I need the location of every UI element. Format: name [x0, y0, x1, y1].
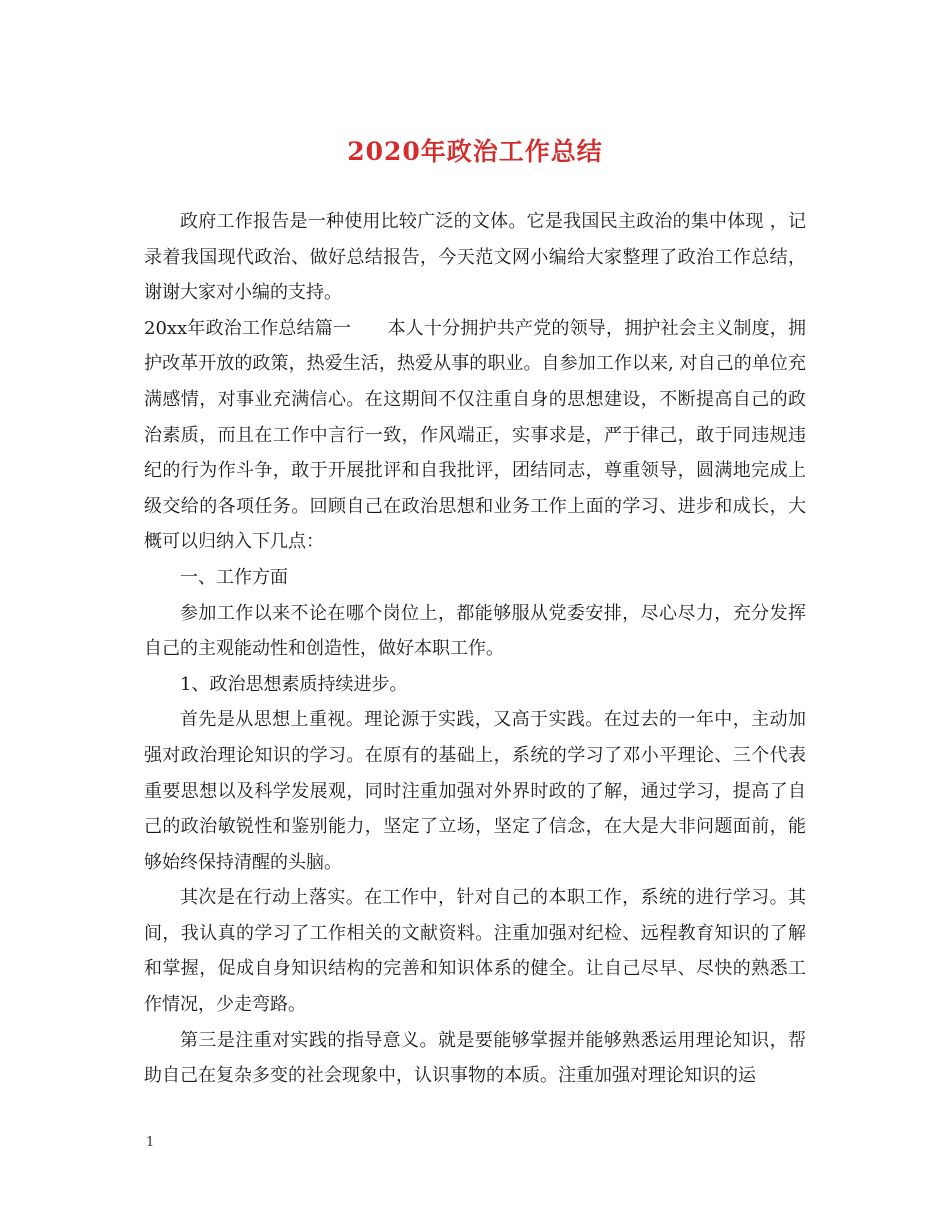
document-title: 2020年政治工作总结	[347, 137, 603, 166]
paragraph: 第三是注重对实践的指导意义。就是要能够掌握并能够熟悉运用理论知识，帮助自己在复杂多变的社会现象中，认识事物的本质。注重加强对理论知识的运	[144, 1029, 806, 1087]
paragraph: 首先是从思想上重视。理论源于实践，又高于实践。在过去的一年中，主动加强对政治理论知识的学习。在原有的基础上，系统的学习了邓小平理论、三个代表重要思想以及科学发展观，同时注重加强对外界时政的了解，通过学习，提高了自己的政治敏锐性和鉴别能力，坚定了立场，坚定了信念，在大是大非问题面前，能够始终保持清醒的头脑。	[144, 709, 806, 873]
paragraph: 其次是在行动上落实。在工作中，针对自己的本职工作，系统的进行学习。其间，我认真的学习了工作相关的文献资料。注重加强对纪检、远程教育知识的了解和掌握，促成自身知识结构的完善和知识体系的健全。让自己尽早、尽快的熟悉工作情况，少走弯路。	[144, 887, 806, 1016]
paragraph: 20xx年政治工作总结篇一 本人十分拥护共产党的领导，拥护社会主义制度，拥护改革开放的政策，热爱生活，热爱从事的职业。自参加工作以来, 对自己的单位充满感情，对事业充满信心。在这期间不仅注重自身的思想建设，不断提高自己的政治素质，而且在工作中言行一致，作风端正，实事求是，严于律己，敢于同违规违纪的行为作斗争，敢于开展批评和自我批评，团结同志，尊重领导，圆满地完成上级交给的各项任务。回顾自己在政治思想和业务工作上面的学习、进步和成长，大概可以归纳入下几点：	[144, 317, 806, 553]
paragraph: 参加工作以来不论在哪个岗位上，都能够服从党委安排，尽心尽力，充分发挥自己的主观能动性和创造性，做好本职工作。	[144, 602, 806, 660]
subsection-heading: 1、政治思想素质持续进步。	[180, 673, 408, 695]
page-number: 1	[146, 1135, 155, 1150]
section-heading: 一、工作方面	[180, 566, 288, 588]
document-body	[144, 204, 806, 1094]
paragraph: 政府工作报告是一种使用比较广泛的文体。它是我国民主政治的集中体现 ，记录着我国现代政治、做好总结报告，今天范文网小编给大家整理了政治工作总结，谢谢大家对小编的支持。	[144, 211, 806, 304]
